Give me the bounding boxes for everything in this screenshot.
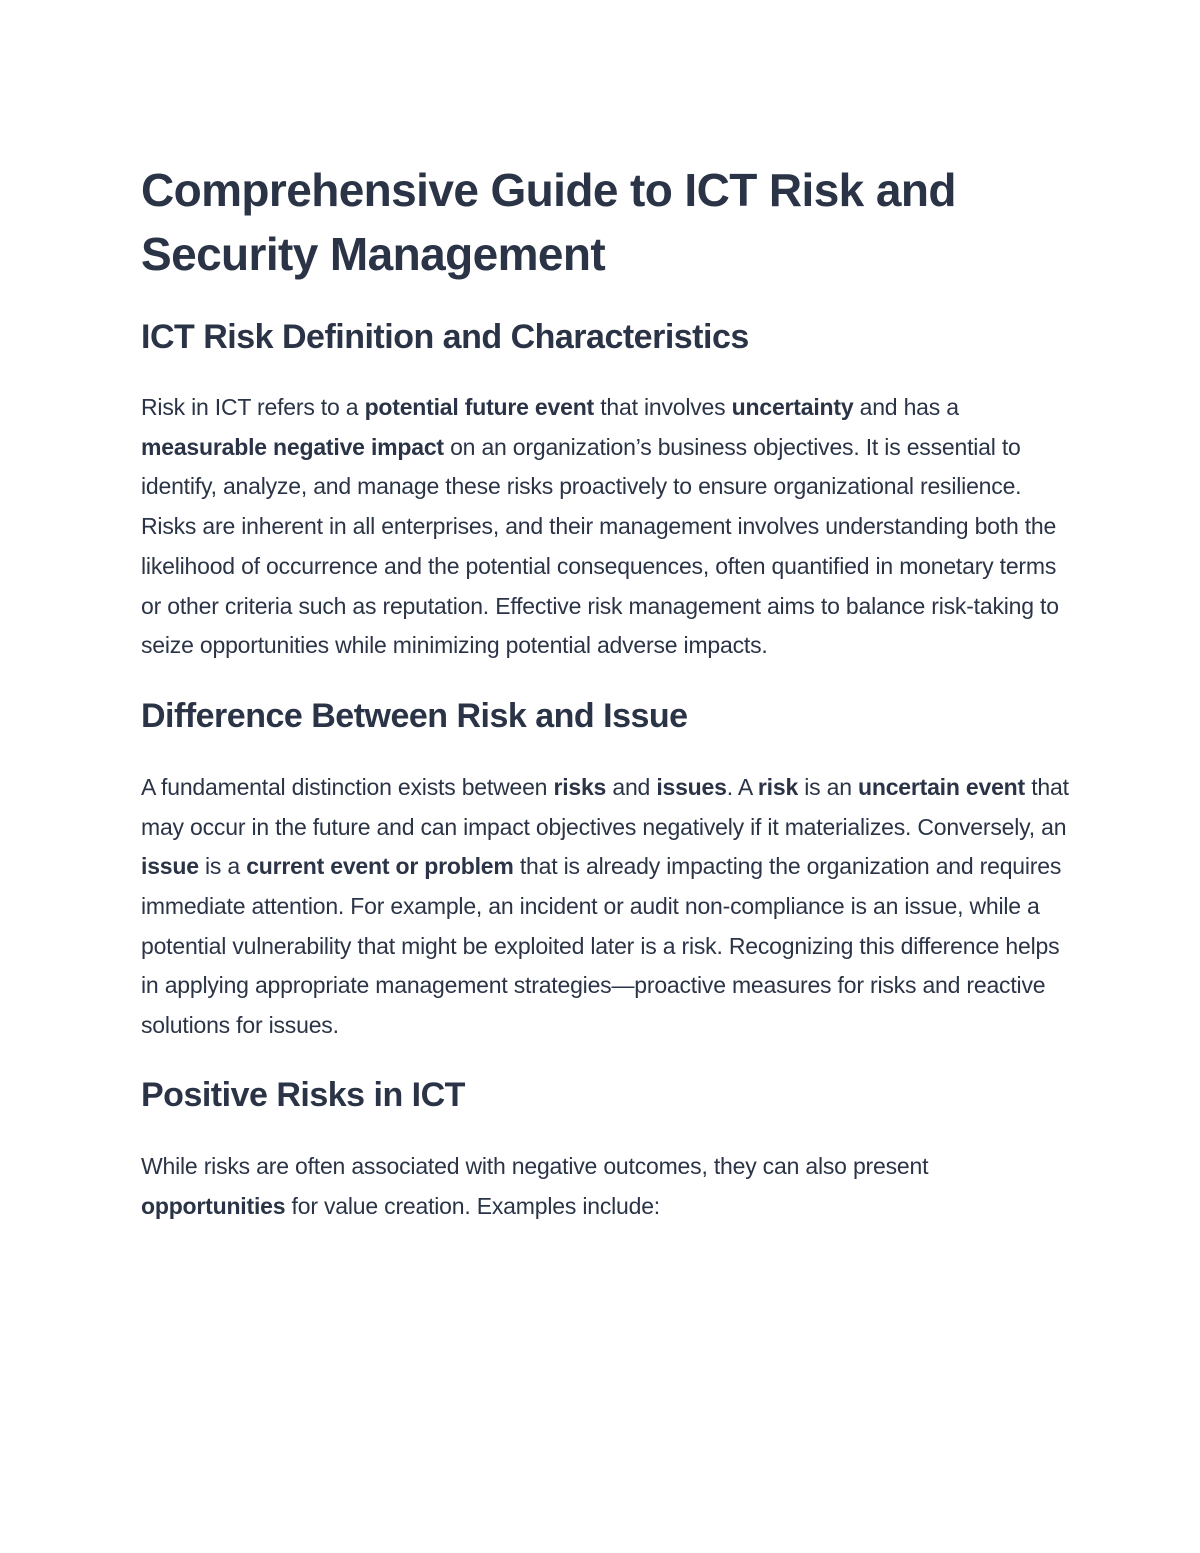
bold-term: uncertainty	[731, 394, 854, 420]
document-title: Comprehensive Guide to ICT Risk and Security Management	[141, 164, 956, 280]
bold-term: uncertain event	[858, 773, 1025, 800]
text-run: that may occur in the future and can impact objectives negatively if it materializes. Conversely, an	[141, 773, 1069, 840]
bold-term: risk	[757, 773, 799, 800]
text-run: that is already impacting the organization and requires immediate attention. For example, an incident or audit non-compliance is an issue, while a potential vulnerability that might be exploited later is a risk. Recognizing this difference helps in applying appropriate management strategies—proactive measures for risks and reactive solutions for issues.	[141, 853, 1062, 1039]
text-run: is an	[798, 773, 858, 800]
text-run: and	[606, 773, 657, 800]
bold-term: issues	[656, 773, 727, 800]
bold-term: measurable negative impact	[141, 433, 444, 460]
text-run: for value creation. Examples include:	[285, 1192, 660, 1219]
section-heading-risk-definition: ICT Risk Definition and Characteristics	[141, 318, 749, 356]
text-run: and has a	[853, 394, 959, 420]
bold-term: opportunities	[141, 1192, 286, 1219]
section-heading-positive-risks: Positive Risks in ICT	[141, 1075, 465, 1114]
bold-term: risks	[553, 773, 607, 800]
bold-term: potential future event	[364, 394, 595, 420]
document-page	[141, 158, 1071, 1226]
text-run: is a	[198, 853, 247, 880]
text-run: While risks are often associated with negative outcomes, they can also present	[141, 1152, 929, 1179]
text-run: on an organization’s business objectives. It is essential to identify, analyze, and manage these risks proactively to ensure organizational resilience. Risks are inherent in all enterprises, and their management involves understanding both the likelihood of occurrence and the potential consequences, often quantified in monetary terms or other criteria such as reputation. Effective risk management aims to balance risk-taking to seize opportunities while minimizing potential adverse impacts.	[141, 433, 1059, 659]
text-run: that involves	[594, 394, 732, 420]
section-paragraph-risk-vs-issue	[141, 768, 1071, 1046]
bold-term: current event or problem	[246, 853, 514, 880]
text-run: A fundamental distinction exists between	[141, 773, 554, 800]
section-paragraph-positive-risks	[141, 1147, 1071, 1226]
text-run: . A	[726, 773, 758, 800]
section-heading-risk-vs-issue: Difference Between Risk and Issue	[141, 696, 688, 735]
bold-term: issue	[141, 853, 199, 880]
section-paragraph-risk-definition	[141, 388, 1071, 666]
text-run: Risk in ICT refers to a	[141, 394, 365, 420]
